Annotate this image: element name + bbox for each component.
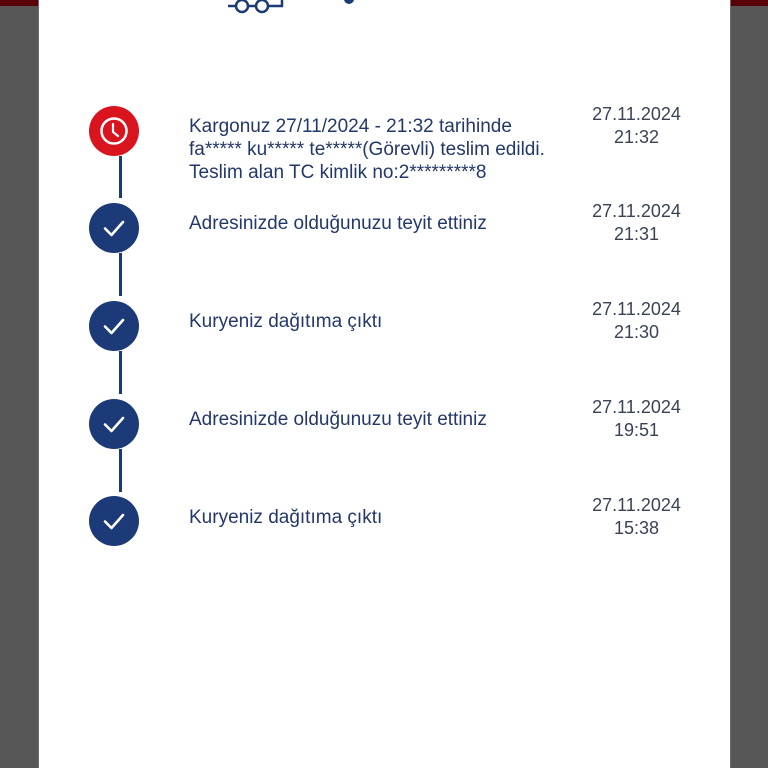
check-icon [101,313,127,339]
event-date: 27.11.2024 [592,495,681,515]
event-description: Adresinizde olduğunuzu teyit ettiniz [189,409,487,430]
header-title-fragment [344,0,354,4]
event-timestamp [574,396,699,442]
status-marker-done [89,301,139,351]
event-time: 19:51 [613,420,660,440]
check-icon [101,411,127,437]
background-app-header-left [0,0,38,6]
timeline-connector [119,253,122,296]
shipment-tracking-modal [38,0,731,768]
clock-icon [98,115,130,147]
event-time: 21:30 [613,322,660,342]
timeline-connector [119,351,122,394]
event-date: 27.11.2024 [592,104,681,124]
truck-icon [226,0,286,14]
event-description: Kuryeniz dağıtıma çıktı [189,311,383,332]
event-timestamp [574,494,699,540]
status-marker-delivered [89,106,139,156]
event-timestamp [574,103,699,149]
background-app-header-right [731,0,768,6]
event-description: Adresinizde olduğunuzu teyit ettiniz [189,213,487,234]
event-time: 21:32 [613,127,660,147]
check-icon [101,215,127,241]
timeline-connector [119,156,122,198]
event-description: Kuryeniz dağıtıma çıktı [189,507,383,528]
event-description: Kargonuz 27/11/2024 - 21:32 tarihinde fa***** ku***** te*****(Görevli) teslim edildi. Teslim alan TC kimlik no:2*********8 [189,116,545,183]
event-timestamp [574,200,699,246]
event-date: 27.11.2024 [592,397,681,417]
status-marker-done [89,203,139,253]
check-icon [101,508,127,534]
event-date: 27.11.2024 [592,299,681,319]
event-time: 21:31 [613,224,660,244]
event-date: 27.11.2024 [592,201,681,221]
status-marker-done [89,496,139,546]
event-timestamp [574,298,699,344]
event-time: 15:38 [613,518,660,538]
status-marker-done [89,399,139,449]
timeline-connector [119,449,122,492]
